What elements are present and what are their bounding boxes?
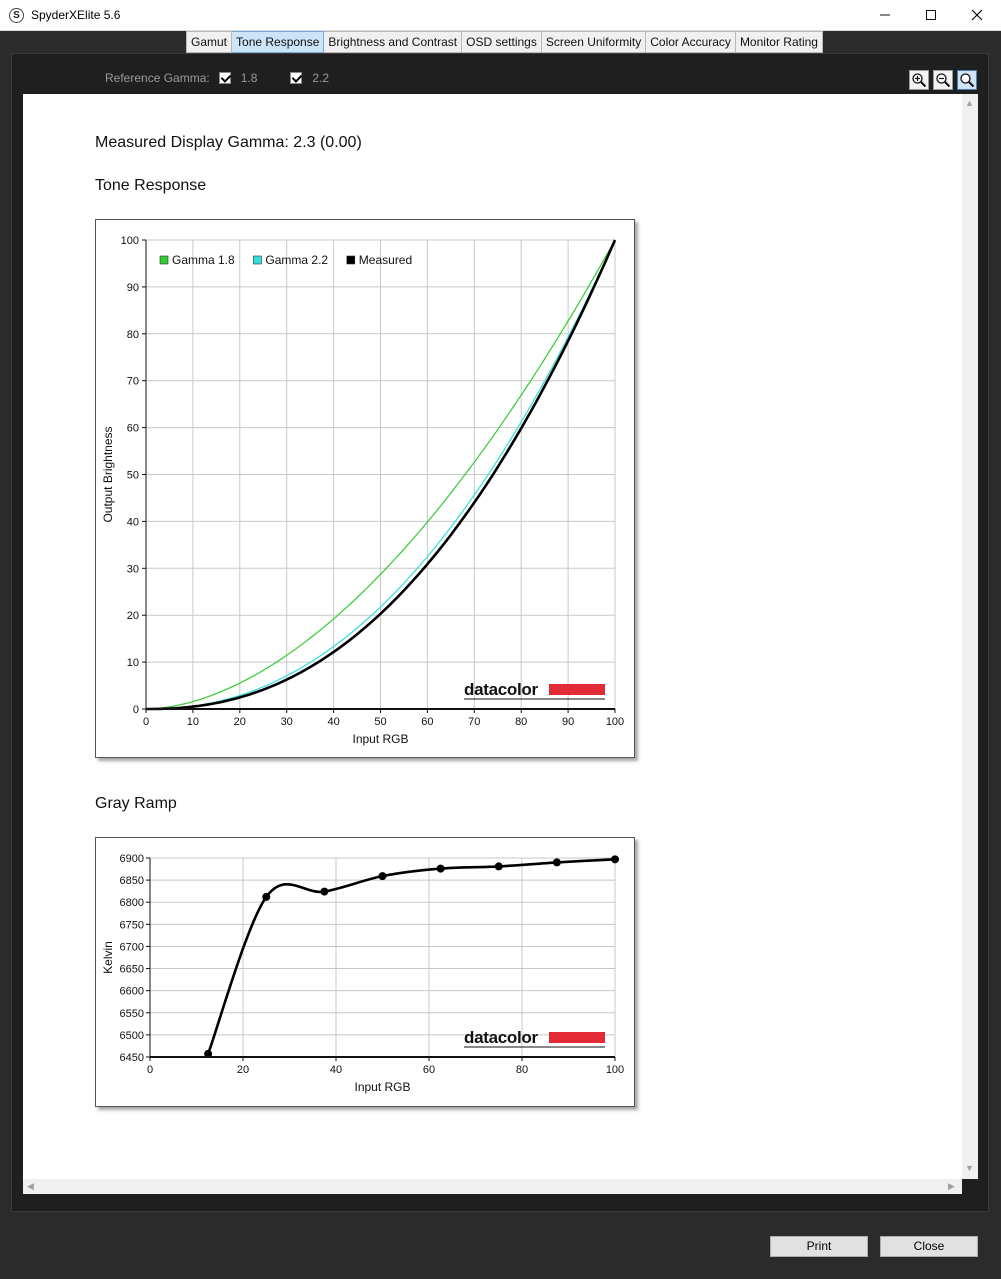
gray-data-point <box>320 888 328 896</box>
scroll-left-icon[interactable]: ◀ <box>27 1181 34 1191</box>
gray-tick-label-y: 6750 <box>119 919 144 932</box>
reference-gamma-row <box>105 70 353 86</box>
measured-gamma-text: Measured Display Gamma: 2.3 (0.00) <box>95 134 362 151</box>
minimize-icon <box>879 9 891 21</box>
tone-tick-label-x: 70 <box>468 716 481 728</box>
tone-tick-label-y: 0 <box>132 704 139 716</box>
zoom-out-button[interactable] <box>933 70 953 90</box>
gray-tick-label-y: 6850 <box>119 875 144 888</box>
tone-response-chart <box>96 220 634 757</box>
gray-tick-label-y: 6500 <box>119 1029 144 1042</box>
window-title: SpyderXElite 5.6 <box>31 8 121 22</box>
tone-tick-label-y: 60 <box>126 422 139 435</box>
tone-tick-label-x: 0 <box>142 716 150 728</box>
scroll-up-icon[interactable]: ▲ <box>965 98 974 108</box>
tab-screen-uniformity[interactable]: Screen Uniformity <box>542 31 646 53</box>
gray-data-point <box>437 865 445 873</box>
datacolor-logo-bar <box>549 1032 605 1043</box>
tone-tick-label-x: 20 <box>233 716 246 728</box>
zoom-in-button[interactable] <box>909 70 929 90</box>
print-button[interactable]: Print <box>770 1236 868 1257</box>
tone-tick-label-x: 100 <box>605 716 625 728</box>
gray-tick-label-x: 20 <box>236 1064 250 1076</box>
gray-tick-label-x: 60 <box>422 1064 436 1076</box>
gray-tick-label-x: 40 <box>329 1064 343 1076</box>
tone-legend-swatch <box>347 256 355 264</box>
gray-y-axis-label: Kelvin <box>101 941 115 974</box>
tone-response-heading: Tone Response <box>95 177 207 194</box>
horizontal-scrollbar[interactable] <box>23 1179 962 1194</box>
tone-legend-label: Measured <box>358 253 413 267</box>
close-icon <box>971 9 983 21</box>
scroll-right-icon[interactable]: ▶ <box>948 1181 955 1191</box>
vertical-scrollbar[interactable] <box>962 94 978 1179</box>
datacolor-logo-bar <box>549 684 605 695</box>
gray-data-point <box>379 872 387 880</box>
tone-tick-label-x: 80 <box>515 716 528 728</box>
tone-tick-label-x: 30 <box>280 716 293 728</box>
tone-tick-label-y: 20 <box>126 610 139 623</box>
tab-bar <box>186 31 823 53</box>
gamma-2-2-label: 2.2 <box>312 71 330 85</box>
gamma-1-8-label: 1.8 <box>240 71 258 85</box>
gray-ramp-chart-frame <box>95 837 635 1107</box>
gray-tick-label-y: 6650 <box>119 963 144 976</box>
tone-tick-label-y: 80 <box>126 328 139 341</box>
close-button[interactable]: Close <box>880 1236 978 1257</box>
title-bar <box>0 0 1001 31</box>
tone-tick-label-y: 10 <box>126 657 139 670</box>
gray-tick-label-y: 6600 <box>119 985 144 998</box>
gray-data-point <box>262 893 270 901</box>
tone-tick-label-x: 50 <box>374 716 387 728</box>
gray-data-point <box>495 862 503 870</box>
gray-plot-area <box>150 858 615 1057</box>
maximize-button[interactable] <box>908 0 954 30</box>
tone-response-chart-frame <box>95 219 635 758</box>
gray-ramp-heading: Gray Ramp <box>95 795 177 812</box>
tab-brightness-contrast[interactable]: Brightness and Contrast <box>324 31 462 53</box>
datacolor-logo-text: datacolor <box>464 680 538 699</box>
report-page <box>23 94 962 1179</box>
gray-x-axis-label: Input RGB <box>354 1080 411 1094</box>
tone-legend-label: Gamma 1.8 <box>172 253 235 267</box>
gray-tick-label-y: 6450 <box>119 1052 144 1064</box>
tone-tick-label-y: 90 <box>126 281 139 294</box>
gamma-2-2-checkbox[interactable] <box>290 72 302 84</box>
tone-tick-label-y: 70 <box>126 375 139 388</box>
tone-tick-label-y: 50 <box>126 469 139 482</box>
tone-tick-label-y: 100 <box>120 235 139 247</box>
gamma-1-8-checkbox[interactable] <box>219 72 231 84</box>
tab-monitor-rating[interactable]: Monitor Rating <box>736 31 823 53</box>
zoom-in-icon <box>911 72 927 88</box>
maximize-icon <box>925 9 937 21</box>
tab-tone-response[interactable]: Tone Response <box>232 31 324 53</box>
gray-tick-label-x: 80 <box>515 1064 529 1076</box>
zoom-fit-icon <box>959 72 975 88</box>
tone-tick-label-y: 40 <box>126 516 139 529</box>
gray-ramp-chart <box>96 838 634 1106</box>
tone-tick-label-x: 60 <box>421 716 434 728</box>
gray-tick-label-x: 0 <box>146 1064 154 1076</box>
gray-tick-label-y: 6700 <box>119 941 144 954</box>
gray-tick-label-x: 100 <box>605 1064 625 1076</box>
scroll-down-icon[interactable]: ▼ <box>965 1163 974 1173</box>
datacolor-logo-text: datacolor <box>464 1028 538 1047</box>
tone-legend-swatch <box>160 256 168 264</box>
close-window-button[interactable] <box>954 0 1000 30</box>
zoom-fit-button[interactable] <box>957 70 977 90</box>
tone-tick-label-x: 10 <box>186 716 200 728</box>
tab-osd-settings[interactable]: OSD settings <box>462 31 542 53</box>
reference-gamma-label: Reference Gamma: <box>105 71 210 85</box>
tab-gamut[interactable]: Gamut <box>186 31 232 53</box>
tab-color-accuracy[interactable]: Color Accuracy <box>646 31 736 53</box>
gray-tick-label-y: 6900 <box>119 853 144 865</box>
tone-legend-label: Gamma 2.2 <box>265 253 329 267</box>
tone-legend-swatch <box>253 256 261 264</box>
tone-tick-label-x: 40 <box>327 716 340 728</box>
zoom-out-icon <box>935 72 951 88</box>
gray-data-point <box>553 858 561 866</box>
tone-tick-label-x: 90 <box>561 716 575 728</box>
app-icon: S <box>9 8 24 23</box>
gray-data-point <box>611 855 619 863</box>
tone-x-axis-label: Input RGB <box>352 732 409 746</box>
gray-tick-label-y: 6800 <box>119 897 144 910</box>
tone-tick-label-y: 30 <box>126 563 139 576</box>
tone-y-axis-label: Output Brightness <box>101 426 115 523</box>
minimize-button[interactable] <box>862 0 908 30</box>
gray-tick-label-y: 6550 <box>119 1007 144 1020</box>
